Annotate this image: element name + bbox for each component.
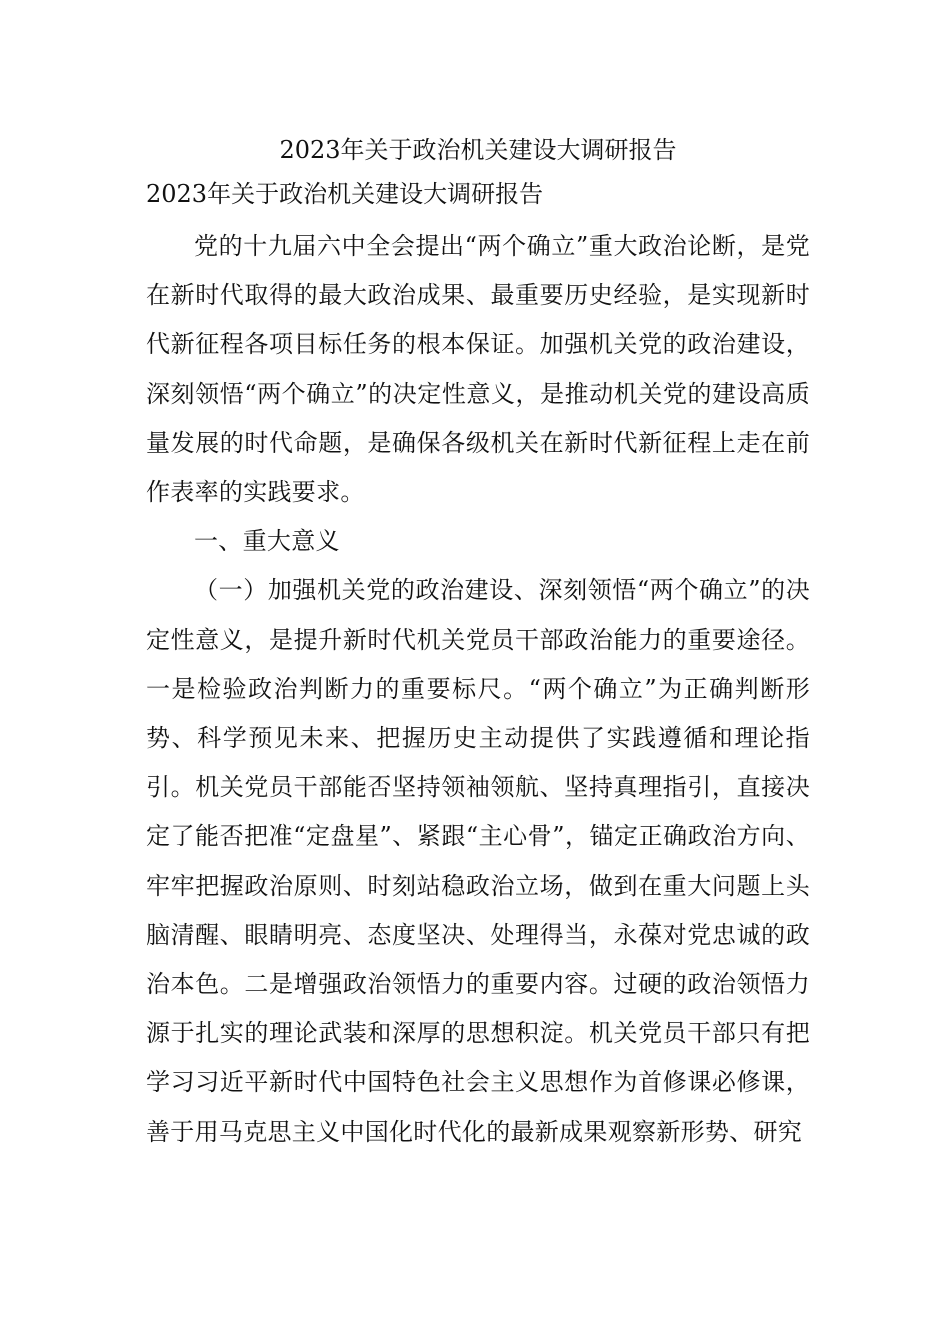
body-paragraph: （一）加强机关党的政治建设、深刻领悟“两个确立”的决定性意义，是提升新时代机关党员干部政治能力的重要途径。一是检验政治判断力的重要标尺。“两个确立”为正确判断形势、科学预见未来、把握历史主动提供了实践遵循和理论指引。机关党员干部能否坚持领袖领航、坚持真理指引，直接决定了能否把准“定盘星”、紧跟“主心骨”，锚定正确政治方向、牢牢把握政治原则、时刻站稳政治立场，做到在重大问题上头脑清醒、眼睛明亮、态度坚决、处理得当，永葆对党忠诚的政治本色。二是增强政治领悟力的重要内容。过硬的政治领悟力源于扎实的理论武装和深厚的思想积淀。机关党员干部只有把学习习近平新时代中国特色社会主义思想作为首修课必修课，善于用马克思主义中国化时代化的最新成果观察新形势、研究: [146, 576, 810, 1146]
document-title: 2023年关于政治机关建设大调研报告: [279, 136, 677, 164]
intro-paragraph: 党的十九届六中全会提出“两个确立”重大政治论断，是党在新时代取得的最大政治成果、最重要历史经验，是实现新时代新征程各项目标任务的根本保证。加强机关党的政治建设，深刻领悟“两个确立”的决定性意义，是推动机关党的建设高质量发展的时代命题，是确保各级机关在新时代新征程上走在前作表率的实践要求。: [146, 232, 810, 507]
document-page: [146, 128, 810, 1157]
document-subtitle: 2023年关于政治机关建设大调研报告: [146, 180, 544, 208]
section-heading: 一、重大意义: [194, 527, 340, 556]
